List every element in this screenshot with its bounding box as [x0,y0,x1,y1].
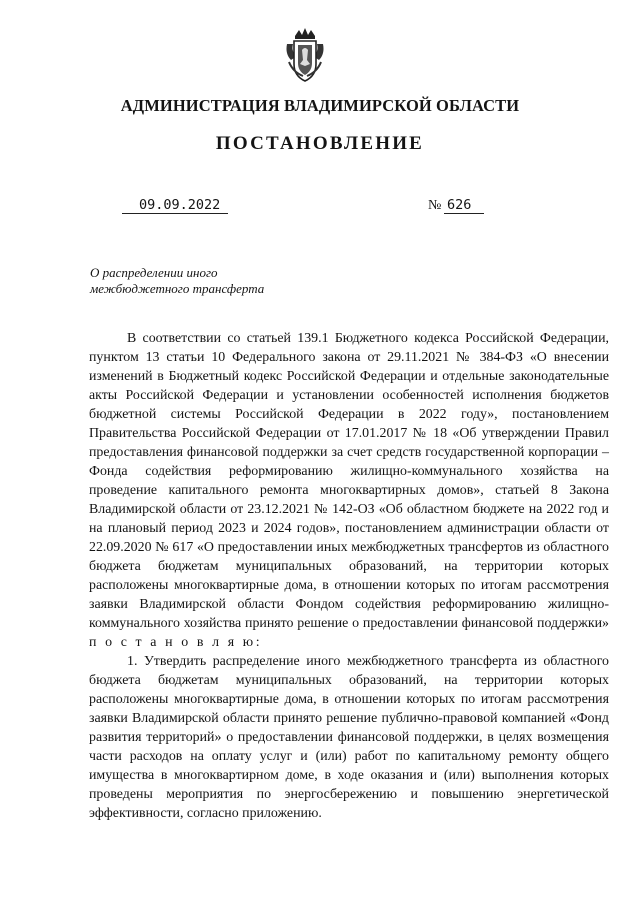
document-type-title: ПОСТАНОВЛЕНИЕ [215,133,425,154]
document-body [89,329,609,823]
date-underline [122,213,228,214]
subject-line: О распределении иного [90,265,218,280]
document-number: 626 [447,197,472,213]
organization-title: АДМИНИСТРАЦИЯ ВЛАДИМИРСКОЙ ОБЛАСТИ [120,96,520,115]
item-1-paragraph: 1. Утвердить распределение иного межбюджетного трансферта из областного бюджета бюджетам муниципальных образований, на территории которых расположены многоквартирные дома, в отношении которых по итогам рассмотрения заявки Владимирской области принято решение публично-правовой компанией «Фонд развития территорий» о предоставлении финансовой поддержки, в целях возмещения части расходов на оплату услуг и (или) работ по капитальному ремонту общего имущества в многоквартирном доме, в ходе оказания и (или) выполнения которых проведены мероприятия по энергосбережению и повышению энергетической эффективности, согласно приложению. [89,654,609,821]
number-underline [444,213,484,214]
subject-line: межбюджетного трансферта [90,281,265,296]
preamble-paragraph [89,329,609,652]
coat-of-arms-icon [283,26,327,84]
document-number-prefix: № [428,198,442,213]
document-subject [90,265,350,297]
document-date: 09.09.2022 [139,197,221,213]
preamble-text: В соответствии со статьей 139.1 Бюджетного кодекса Российской Федерации, пунктом 13 статьи 10 Федерального закона от 29.11.2021 № 384-ФЗ «О внесении изменений в Бюджетный кодекс Российской Федерации и отдельные законодательные акты Российской Федерации и установлении особенностей исполнения бюджетов бюджетной системы Российской Федерации в 2022 году», постановлением Правительства Российской Федерации от 17.01.2017 № 18 «Об утверждении Правил предоставления финансовой поддержки за счет средств государственной корпорации – Фонда содействия реформированию жилищно-коммунального хозяйства на проведение капитального ремонта многоквартирных домов», статьей 8 Закона Владимирской области от 23.12.2021 № 142-ОЗ «Об областном бюджете на 2022 год и на плановый период 2023 и 2024 годов», постановлением администрации области от 22.09.2020 № 617 «О предоставлении иных межбюджетных трансфертов из областного бюджета бюджетам муниципальных образований, на территории которых расположены многоквартирные дома, в отношении которых по итогам рассмотрения заявки Владимирской области Фондом содействия реформированию жилищно-коммунального хозяйства принято решение о предоставлении финансовой поддержки» [89,331,609,631]
resolve-word: п о с т а н о в л я ю: [89,635,263,650]
